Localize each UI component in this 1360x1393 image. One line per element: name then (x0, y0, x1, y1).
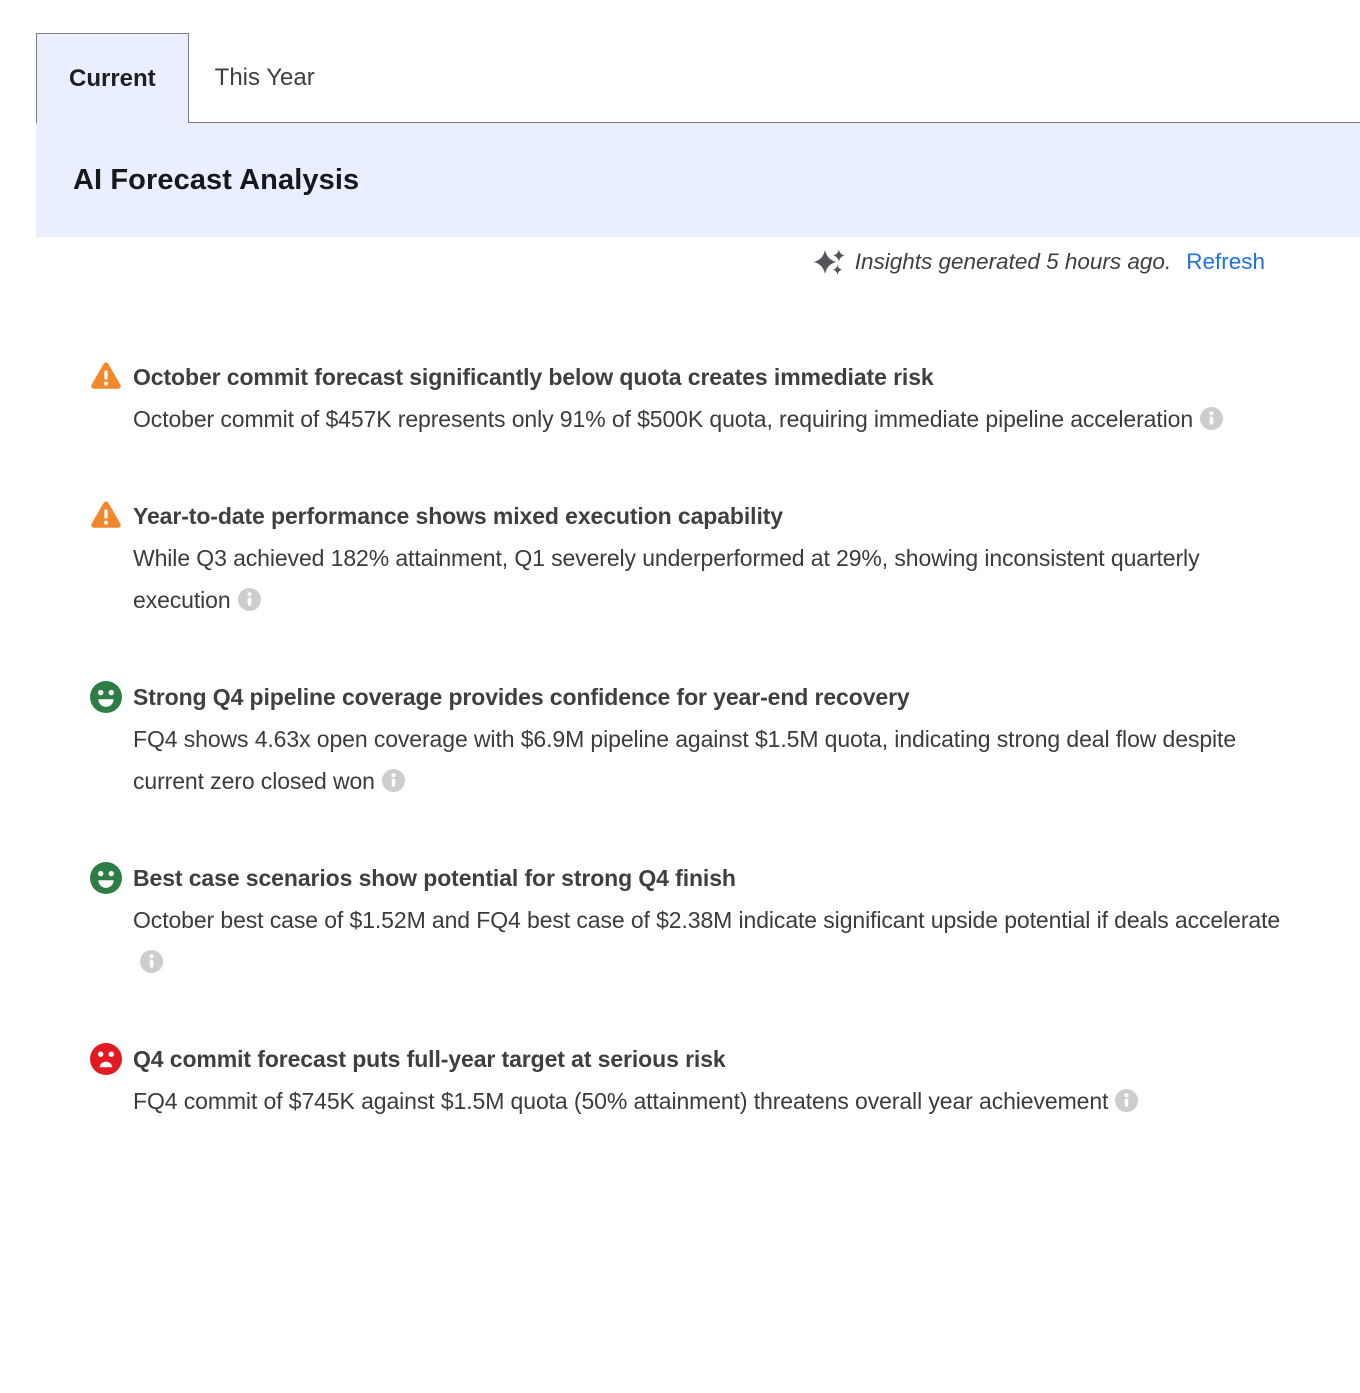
sparkle-icon (813, 246, 845, 278)
insight-body (133, 1080, 1300, 1122)
smiley-face-icon (90, 681, 122, 713)
tab-current[interactable] (36, 33, 189, 123)
insights-list (90, 356, 1300, 1122)
info-icon[interactable] (382, 769, 405, 792)
page-title: AI Forecast Analysis (73, 163, 360, 196)
warning-triangle-icon (90, 500, 122, 530)
insights-meta-row (0, 244, 1360, 280)
insight-body-text: October commit of $457K represents only 91% of $500K quota, requiring immediate pipeline acceleration (133, 406, 1194, 432)
tab-this-year-label: This Year (214, 63, 315, 91)
insight-body-text: October best case of $1.52M and FQ4 best case of $2.38M indicate significant upside potential if deals accelerate (133, 907, 1281, 933)
info-icon[interactable] (140, 950, 163, 973)
insight-body-text: FQ4 commit of $745K against $1.5M quota (50% attainment) threatens overall year achievement (133, 1088, 1109, 1114)
tab-this-year[interactable] (189, 33, 345, 123)
insight-title: Strong Q4 pipeline coverage provides confidence for year-end recovery (133, 684, 910, 710)
insight-body (133, 718, 1300, 802)
insight-title: Best case scenarios show potential for strong Q4 finish (133, 865, 736, 891)
insight-item (90, 676, 1300, 802)
info-icon[interactable] (238, 588, 261, 611)
insight-title: Q4 commit forecast puts full-year target at serious risk (133, 1046, 726, 1072)
insight-title: October commit forecast significantly below quota creates immediate risk (133, 364, 934, 390)
insight-body (133, 899, 1300, 983)
warning-triangle-icon (90, 361, 122, 391)
tab-bar-spacer (0, 33, 36, 123)
insight-title: Year-to-date performance shows mixed execution capability (133, 503, 784, 529)
tab-bar (0, 33, 1360, 123)
sad-face-icon (90, 1043, 122, 1075)
refresh-link[interactable]: Refresh (1186, 249, 1265, 274)
insight-body-text: While Q3 achieved 182% attainment, Q1 severely underperformed at 29%, showing inconsistent quarterly execution (133, 545, 1200, 613)
insight-item (90, 356, 1300, 440)
insight-body-text: FQ4 shows 4.63x open coverage with $6.9M pipeline against $1.5M quota, indicating strong deal flow despite current zero closed won (133, 726, 1237, 794)
insights-generated-note: Insights generated 5 hours ago. (854, 249, 1172, 274)
smiley-face-icon (90, 862, 122, 894)
insight-item (90, 857, 1300, 983)
ai-forecast-header-panel (36, 123, 1360, 237)
insight-body (133, 537, 1300, 621)
insight-item (90, 495, 1300, 621)
info-icon[interactable] (1200, 407, 1223, 430)
info-icon[interactable] (1115, 1089, 1138, 1112)
insight-body (133, 398, 1300, 440)
tab-current-label: Current (69, 64, 156, 92)
tab-bar-underline (345, 33, 1360, 123)
insight-item (90, 1038, 1300, 1122)
